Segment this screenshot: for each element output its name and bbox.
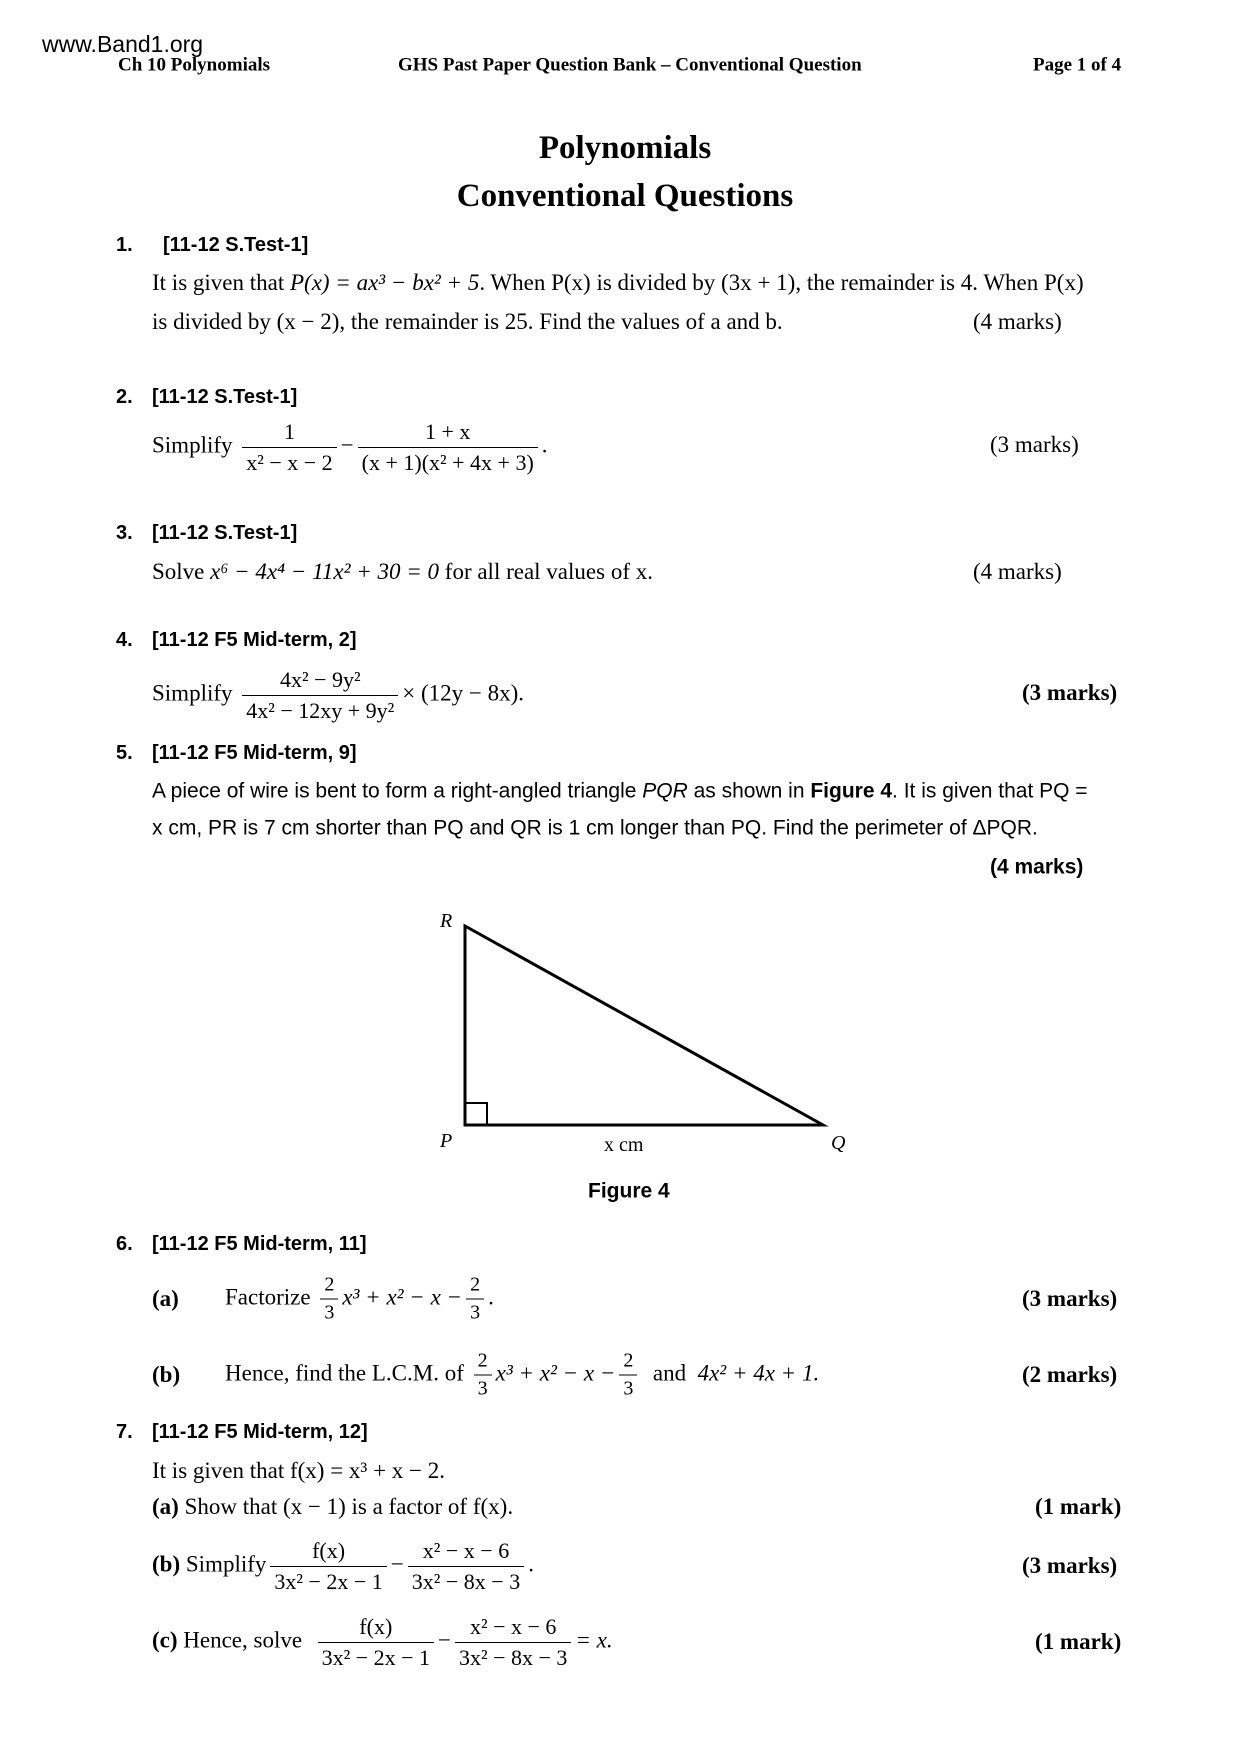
q2-marks: (3 marks) xyxy=(990,432,1079,458)
denominator: (x + 1)(x² + 4x + 3) xyxy=(358,447,538,477)
q3-number: 3. xyxy=(116,522,133,544)
figure-caption: Figure 4 xyxy=(588,1179,670,1203)
lead: Hence, find the L.C.M. of xyxy=(225,1360,464,1386)
q4-number: 4. xyxy=(116,629,133,651)
header-page: Page 1 of 4 xyxy=(1033,54,1122,76)
operator: − xyxy=(438,1627,451,1653)
denominator: 3 xyxy=(320,1299,338,1326)
label-p xyxy=(440,1129,452,1153)
q7-tag: [11-12 F5 Mid-term, 12] xyxy=(152,1421,368,1443)
numerator: x² − x − 6 xyxy=(469,1614,557,1639)
denominator: 4x² − 12xy + 9y² xyxy=(242,695,398,725)
text: . When P(x) is divided by (3x + 1), the remainder is 4. When P(x) xyxy=(479,270,1084,296)
denominator: 3x² − 8x − 3 xyxy=(408,1566,524,1596)
text: Show that (x − 1) is a factor of f(x). xyxy=(178,1494,514,1520)
expression: x⁶ − 4x⁴ − 11x² + 30 = 0 xyxy=(210,559,440,585)
q6-number: 6. xyxy=(116,1233,133,1255)
numerator: 4x² − 9y² xyxy=(279,667,361,692)
text: Simplify xyxy=(180,1551,267,1577)
q1-number: 1. xyxy=(116,234,133,256)
numerator: f(x) xyxy=(359,1614,393,1639)
triangle-name: PQR xyxy=(642,779,688,803)
page-subtitle: Conventional Questions xyxy=(456,178,794,215)
text: as shown in xyxy=(687,779,811,803)
triangle-pqr xyxy=(465,926,823,1125)
tail: for all real values of x. xyxy=(439,559,653,585)
page-title: Polynomials xyxy=(538,130,712,167)
q7c-line xyxy=(152,1613,613,1671)
denominator: x² − x − 2 xyxy=(242,447,336,477)
denominator: 3x² − 2x − 1 xyxy=(270,1566,386,1596)
numerator: 2 xyxy=(623,1349,634,1372)
expression: x³ + x² − x − xyxy=(342,1284,463,1310)
vertex-r: R xyxy=(440,910,453,932)
q6b-marks: (2 marks) xyxy=(1022,1362,1118,1388)
q7-given: It is given that f(x) = x³ + x − 2. xyxy=(152,1458,446,1484)
numerator: 2 xyxy=(477,1349,488,1372)
header-bank: GHS Past Paper Question Bank – Conventional Question xyxy=(398,54,862,76)
numerator: f(x) xyxy=(312,1538,346,1563)
label-q xyxy=(831,1131,845,1155)
label-side: x cm xyxy=(604,1134,644,1156)
expression2: 4x² + 4x + 1. xyxy=(697,1360,820,1386)
expression: x³ + x² − x − xyxy=(495,1360,616,1386)
denominator: 3 xyxy=(466,1299,484,1326)
figure-ref: Figure 4 xyxy=(810,779,893,803)
vertex-p: P xyxy=(440,1130,453,1152)
q6a-expression: Factorize $\frac{2}{3}$ x³ + x² − x − $\frac{2}{3}$ . xyxy=(225,1273,494,1324)
lead: Simplify xyxy=(152,432,233,458)
q7c-marks: (1 mark) xyxy=(1035,1629,1122,1655)
right-angle-marker xyxy=(465,1103,487,1125)
q6a-label: (a) xyxy=(152,1286,179,1312)
denominator: 3x² − 8x − 3 xyxy=(455,1642,571,1672)
q6-tag: [11-12 F5 Mid-term, 11] xyxy=(152,1233,367,1255)
q1-tag: [11-12 S.Test-1] xyxy=(163,234,309,256)
numerator: 1 xyxy=(283,419,295,444)
label: (b) xyxy=(152,1551,181,1577)
q6a-marks: (3 marks) xyxy=(1022,1286,1118,1312)
tail: = x. xyxy=(575,1627,613,1653)
q7b-marks: (3 marks) xyxy=(1022,1553,1118,1579)
q7a-line xyxy=(152,1493,513,1521)
operator: − xyxy=(340,432,354,458)
text: . It is given that PQ = xyxy=(892,779,1088,803)
numerator: x² − x − 6 xyxy=(422,1538,510,1563)
q6b-label: (b) xyxy=(152,1362,181,1388)
q7b-line: (b) Simplify $\frac{f(x)}{\text{3x² − 2x − 1}}$ − $\frac{\text{x² − x − 6}}{\text{3x² − 8x − 3}}$ . xyxy=(152,1538,534,1594)
q4-tag: [11-12 F5 Mid-term, 2] xyxy=(152,629,357,651)
text: A piece of wire is bent to form a right-angled triangle xyxy=(152,779,643,803)
q5-line2: x cm, PR is 7 cm shorter than PQ and QR is 1 cm longer than PQ. Find the perimeter of ΔPQR. xyxy=(152,816,1038,840)
header-chapter: Ch 10 Polynomials xyxy=(118,54,271,76)
q5-number: 5. xyxy=(116,742,133,764)
tail: × (12y − 8x). xyxy=(402,680,525,706)
q3-tag: [11-12 S.Test-1] xyxy=(152,522,298,544)
q2-tag: [11-12 S.Test-1] xyxy=(152,386,298,408)
q7-number: 7. xyxy=(116,1421,133,1443)
watermark: www.Band1.org xyxy=(42,31,204,58)
numerator: 1 + x xyxy=(425,419,471,444)
expression: P(x) = ax³ − bx² + 5 xyxy=(289,270,480,296)
text: It is given that xyxy=(152,270,290,296)
q5-tag: [11-12 F5 Mid-term, 9] xyxy=(152,742,357,764)
label: (c) xyxy=(152,1627,178,1653)
q1-marks: (4 marks) xyxy=(973,309,1062,335)
q1-line2: is divided by (x − 2), the remainder is 25. Find the values of a and b. xyxy=(152,309,783,335)
denominator: 3 xyxy=(474,1375,492,1402)
period: . xyxy=(541,432,548,458)
q5-marks: (4 marks) xyxy=(990,855,1084,879)
q2-number: 2. xyxy=(116,386,133,408)
operator: − xyxy=(390,1551,404,1577)
vertex-q: Q xyxy=(831,1132,846,1154)
and: and xyxy=(652,1360,687,1386)
lead: Simplify xyxy=(152,680,233,706)
lead: Factorize xyxy=(225,1284,311,1310)
denominator: 3x² − 2x − 1 xyxy=(318,1642,434,1672)
q4-marks: (3 marks) xyxy=(1022,680,1118,706)
text: Hence, solve xyxy=(177,1627,303,1653)
lead: Solve xyxy=(152,559,211,585)
numerator: 2 xyxy=(324,1273,335,1296)
q7a-marks: (1 mark) xyxy=(1035,1494,1122,1520)
label: (a) xyxy=(152,1494,179,1520)
denominator: 3 xyxy=(619,1375,637,1402)
numerator: 2 xyxy=(470,1273,481,1296)
q3-marks: (4 marks) xyxy=(973,559,1062,585)
label-r xyxy=(440,909,452,933)
q6b-expression xyxy=(225,1349,819,1402)
